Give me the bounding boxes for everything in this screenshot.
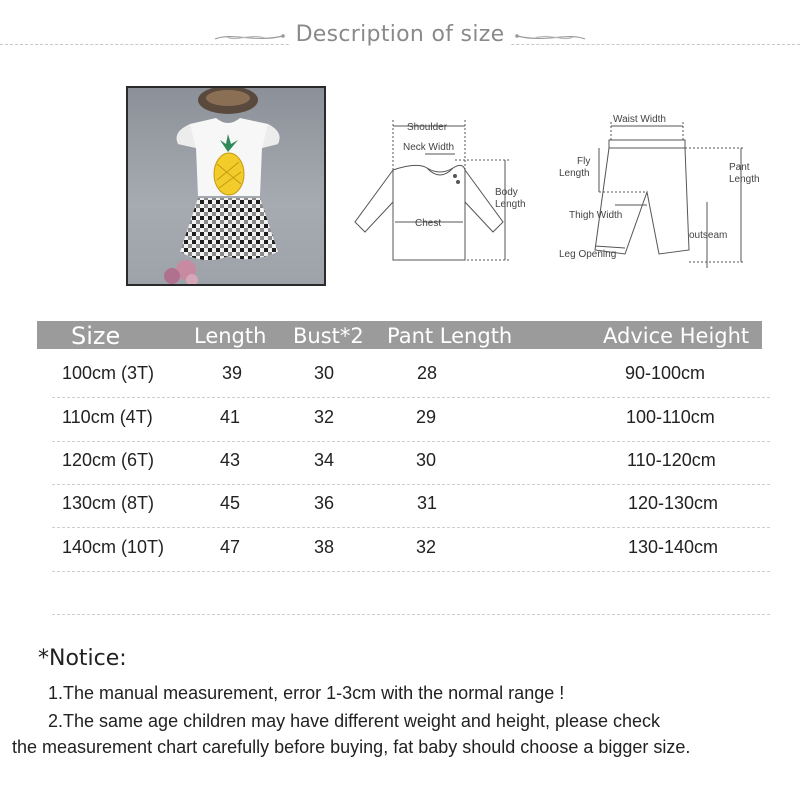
row-divider — [52, 397, 770, 398]
row-divider — [52, 571, 770, 572]
cell-size: 140cm (10T) — [62, 537, 165, 557]
cell-pant-length: 32 — [416, 537, 437, 557]
cell-bust: 30 — [314, 363, 335, 383]
notice-line-1: 1.The manual measurement, error 1-3cm with the normal range ! — [48, 683, 565, 703]
cell-length: 45 — [220, 493, 241, 513]
fly-length-label-2: Length — [559, 168, 590, 179]
row-divider — [52, 527, 770, 528]
table-row — [52, 485, 770, 528]
header — [0, 22, 800, 47]
cell-pant-length: 28 — [417, 363, 438, 383]
cell-pant-length: 30 — [416, 450, 437, 470]
header-size: Size — [71, 322, 121, 350]
left-swirl-ornament — [213, 30, 285, 44]
body-length-label-2: Length — [495, 199, 526, 210]
pant-length-label: Pant — [729, 162, 750, 173]
cell-pant-length: 29 — [416, 407, 437, 427]
cell-advice-height: 90-100cm — [625, 363, 706, 383]
header-pant-length: Pant Length — [387, 324, 513, 348]
cell-length: 41 — [220, 407, 241, 427]
thigh-width-label: Thigh Width — [569, 210, 623, 221]
cell-size: 130cm (8T) — [62, 493, 155, 513]
right-swirl-ornament — [515, 30, 587, 44]
table-row — [52, 529, 770, 572]
cell-size: 120cm (6T) — [62, 450, 155, 470]
table-row — [52, 442, 770, 485]
chest-label: Chest — [415, 218, 442, 229]
notice-line-3: the measurement chart carefully before buying, fat baby should choose a bigger size. — [12, 737, 691, 757]
body-length-label: Body — [495, 187, 518, 198]
pants-measurement-diagram — [555, 110, 770, 275]
header-bust: Bust*2 — [293, 324, 364, 348]
cell-size: 110cm (4T) — [62, 407, 153, 427]
product-photo — [126, 86, 326, 286]
cell-advice-height: 120-130cm — [628, 493, 719, 513]
cell-bust: 32 — [314, 407, 335, 427]
header-length: Length — [194, 324, 267, 348]
notice-line-2: 2.The same age children may have different weight and height, please check — [48, 711, 661, 731]
shirt-measurement-diagram — [345, 110, 535, 270]
outfit-illustration — [128, 88, 324, 284]
header-advice-height: Advice Height — [603, 324, 750, 348]
cell-length: 43 — [220, 450, 241, 470]
cell-length: 47 — [220, 537, 241, 557]
neck-width-label: Neck Width — [403, 142, 455, 153]
table-bottom-divider — [52, 614, 770, 615]
notice-title: *Notice: — [38, 646, 127, 671]
fly-length-label: Fly — [577, 156, 591, 167]
waist-width-label: Waist Width — [613, 114, 666, 125]
cell-size: 100cm (3T) — [62, 363, 155, 383]
cell-advice-height: 130-140cm — [628, 537, 719, 557]
cell-bust: 38 — [314, 537, 335, 557]
pant-length-label-2: Length — [729, 174, 760, 185]
table-row — [52, 399, 770, 442]
cell-bust: 34 — [314, 450, 335, 470]
cell-length: 39 — [222, 363, 243, 383]
page-title: Description of size — [290, 22, 511, 47]
leg-opening-label: Leg Opening — [559, 249, 617, 260]
shoulder-label: Shoulder — [407, 122, 448, 133]
outseam-label: outseam — [689, 230, 728, 241]
cell-pant-length: 31 — [417, 493, 438, 513]
cell-advice-height: 110-120cm — [627, 450, 716, 470]
cell-advice-height: 100-110cm — [626, 407, 715, 427]
size-table-header — [37, 321, 762, 349]
table-row — [52, 355, 770, 398]
cell-bust: 36 — [314, 493, 335, 513]
